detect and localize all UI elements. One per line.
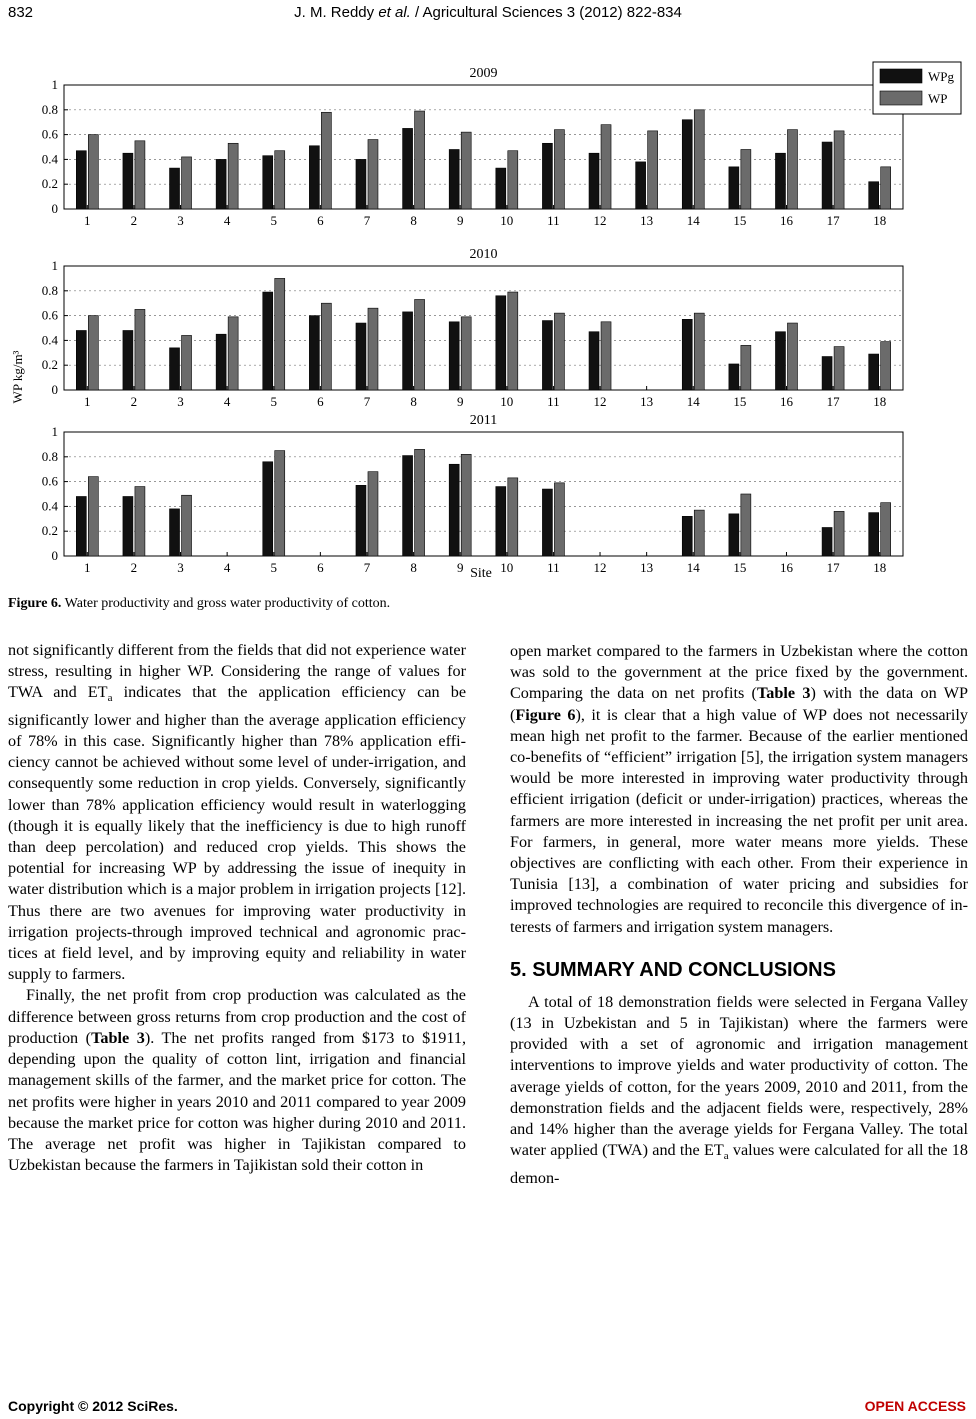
x-tick-label: 11 <box>547 394 560 409</box>
bar-wp <box>834 131 844 209</box>
chart-panels <box>42 66 903 575</box>
bar-wp <box>881 342 891 390</box>
x-tick-label: 7 <box>363 213 371 228</box>
page-number: 832 <box>8 4 34 21</box>
legend-swatch <box>880 69 922 83</box>
bar-wpg <box>589 153 599 209</box>
x-tick-label: 13 <box>640 213 654 228</box>
right-p2-text: A total of 18 demonstration fields were selected in Fergana Valley (13 in Uzbekistan and 5 in Tajikistan) where the farmers were provided with a set of agronomic and irrigation management interventions to improve yields and water productivity of cotton. The average yields of cotton, for the years 2009, 2010 and 2011, from the demonstration fields and the adjacent fields were, respectively, 28% and 14% higher than the average yields for Fergana Valley. The total water applied (TWA) and the ET <box>510 992 968 1160</box>
bar-wp <box>554 483 564 556</box>
x-tick-label: 8 <box>410 213 417 228</box>
right-p2-sub: a <box>723 1150 729 1163</box>
left-p2-start: Finally, the net profit from crop production was calculated as the difference between gross returns from crop production and the cost of production ( <box>8 986 466 1047</box>
bar-wpg <box>403 128 413 209</box>
y-tick-label: 0.4 <box>41 332 58 348</box>
panel-title: 2010 <box>469 247 498 262</box>
bar-wp <box>321 303 331 390</box>
bar-wp <box>182 157 192 209</box>
bar-wpg <box>216 159 226 209</box>
x-tick-label: 3 <box>177 560 184 575</box>
bar-wpg <box>542 489 552 556</box>
bar-wpg <box>170 348 180 390</box>
footer-copyright: Copyright © 2012 SciRes. <box>8 1398 178 1414</box>
bar-wpg <box>542 321 552 390</box>
bar-wpg <box>403 456 413 556</box>
bar-wp <box>834 511 844 556</box>
bar-wpg <box>682 516 692 556</box>
y-tick-label: 0 <box>51 201 58 216</box>
x-tick-label: 17 <box>826 394 840 409</box>
bar-wpg <box>822 142 832 209</box>
figure-caption <box>8 596 390 612</box>
right-paragraph-2 <box>510 992 968 1189</box>
running-head-etal: et al. <box>378 4 411 21</box>
x-tick-label: 4 <box>223 560 231 575</box>
panel-2009 <box>42 66 903 228</box>
x-tick-label: 6 <box>317 560 324 575</box>
bar-wp <box>88 316 98 390</box>
bar-wpg <box>403 312 413 390</box>
y-tick-label: 0.2 <box>41 523 58 539</box>
bar-wp <box>601 322 611 390</box>
x-tick-label: 13 <box>640 560 654 575</box>
bar-wp <box>741 494 751 556</box>
x-tick-label: 5 <box>270 394 277 409</box>
x-tick-label: 4 <box>223 213 231 228</box>
legend-label: WP <box>928 91 948 106</box>
x-tick-label: 10 <box>500 394 514 409</box>
bar-wpg <box>449 464 459 556</box>
bar-wpg <box>309 146 319 209</box>
bar-wpg <box>729 167 739 209</box>
y-tick-label: 0.4 <box>41 498 58 514</box>
x-tick-label: 10 <box>500 560 514 575</box>
bar-wp <box>554 130 564 209</box>
left-column <box>8 640 466 1176</box>
bar-wpg <box>309 316 319 390</box>
right-p1-c: ), it is clear that a high value of WP does not necessarily mean high net profit to the farmer. Because of the earlier mentioned co-benefits of “efficient” irrigation [5], the irrigation system managers would be more interested in improving water productivity through efficient irrigation (deficit or under-irrigation) practices, whereas the farmers are more interested in increasing the net profit per unit area. For farmers, in general, more water means more yields. These objectives are conflicting with each other. From their experience in Tunisia [13], a combination of water pricing and subsidies for improved technologies are required to reconcile this divergence of interests of farmers and irrigation system managers. <box>510 705 968 936</box>
chart-legend <box>873 62 961 114</box>
left-p1-sub: a <box>107 692 113 705</box>
x-tick-label: 4 <box>223 394 231 409</box>
x-tick-label: 18 <box>873 213 887 228</box>
bar-wp <box>461 454 471 556</box>
right-p2-end: values were calculated for all the 18 demon- <box>510 1141 968 1187</box>
bar-wpg <box>76 496 86 556</box>
y-tick-label: 0.2 <box>41 176 58 192</box>
bar-wp <box>601 125 611 209</box>
running-head <box>0 4 976 21</box>
x-tick-label: 8 <box>410 394 417 409</box>
x-tick-label: 8 <box>410 560 417 575</box>
bar-wp <box>275 451 285 556</box>
x-tick-label: 12 <box>593 394 607 409</box>
y-tick-label: 0 <box>51 548 58 563</box>
x-tick-label: 14 <box>686 560 700 575</box>
bar-wp <box>881 503 891 556</box>
bar-wp <box>461 317 471 390</box>
x-tick-label: 9 <box>456 213 464 228</box>
x-tick-label: 1 <box>84 394 91 409</box>
bar-wpg <box>682 120 692 209</box>
bar-wp <box>415 299 425 390</box>
bar-wpg <box>263 462 273 556</box>
y-tick-label: 1 <box>51 77 58 92</box>
y-tick-label: 0.8 <box>41 101 58 117</box>
bar-wpg <box>123 153 133 209</box>
bar-wp <box>275 278 285 390</box>
bar-wpg <box>263 292 273 390</box>
x-tick-label: 16 <box>779 394 793 409</box>
y-tick-label: 0.8 <box>41 448 58 464</box>
x-tick-label: 5 <box>270 560 277 575</box>
y-tick-label: 0.6 <box>41 126 58 142</box>
x-tick-label: 12 <box>593 560 607 575</box>
x-tick-label: 6 <box>317 394 324 409</box>
bar-wp <box>368 308 378 390</box>
x-tick-label: 2 <box>130 560 138 575</box>
x-tick-label: 1 <box>84 213 91 228</box>
bar-wpg <box>496 168 506 209</box>
bar-wpg <box>76 151 86 209</box>
bar-wp <box>135 487 145 556</box>
bar-wp <box>694 510 704 556</box>
x-tick-label: 3 <box>177 394 184 409</box>
bar-wp <box>88 477 98 556</box>
bar-wp <box>368 472 378 556</box>
x-axis-label: Site <box>470 566 492 581</box>
caption-label: Figure 6. <box>8 596 62 611</box>
x-tick-label: 9 <box>456 560 464 575</box>
bar-wp <box>182 495 192 556</box>
bar-wpg <box>869 182 879 209</box>
x-tick-label: 14 <box>686 213 700 228</box>
bar-wpg <box>449 322 459 390</box>
bar-wp <box>135 141 145 209</box>
bar-wp <box>228 143 238 209</box>
x-tick-label: 17 <box>826 213 840 228</box>
bar-wp <box>182 335 192 390</box>
caption-text: Water productivity and gross water productivity of cotton. <box>61 596 391 611</box>
x-tick-label: 18 <box>873 560 887 575</box>
right-column <box>510 641 968 1189</box>
right-paragraph-1 <box>510 641 968 938</box>
running-head-journal: / Agricultural Sciences 3 (2012) 822-834 <box>410 4 682 21</box>
bar-wp <box>694 110 704 209</box>
x-tick-label: 16 <box>779 213 793 228</box>
bar-wpg <box>542 143 552 209</box>
bar-wpg <box>822 357 832 390</box>
panel-title: 2011 <box>469 413 498 428</box>
bar-wp <box>88 135 98 209</box>
bar-wpg <box>496 487 506 556</box>
bar-wp <box>415 111 425 209</box>
x-tick-label: 2 <box>130 213 138 228</box>
legend-label: WPg <box>928 69 954 84</box>
bar-wpg <box>869 354 879 390</box>
bar-wpg <box>729 514 739 556</box>
bar-wpg <box>869 513 879 556</box>
bar-wpg <box>636 162 646 209</box>
footer-open-access: OPEN ACCESS <box>864 1398 966 1414</box>
y-tick-label: 0.6 <box>41 307 58 323</box>
y-tick-label: 1 <box>51 258 58 273</box>
bar-wpg <box>356 323 366 390</box>
x-tick-label: 5 <box>270 213 277 228</box>
bar-wp <box>228 317 238 390</box>
bar-wpg <box>170 509 180 556</box>
panel-2010 <box>42 247 903 409</box>
x-tick-label: 3 <box>177 213 184 228</box>
bar-wpg <box>449 149 459 209</box>
left-p1-rest: indicates that the application efficiency can be significantly lower and higher than the average application efficiency of 78% in this case. Significantly higher than 78% application efficiency cannot be achieved without some level of under-irrigation, and consequently some reduction in crop yields. Conversely, significantly lower than 78% application efficiency would result in waterlogging (though it is equally likely that the inefficiency is due to high runoff than deep percolation) and reduced crop yields. This shows the potential for increasing WP by addressing the issue of inequity in water distribution which is a major problem in irrigation projects [12]. Thus there are two avenues for improving water productivity in irrigation projects-through improved technical and agronomic practices at field level, and by improving equity and reliability in water supply to farmers. <box>8 683 466 984</box>
bar-wpg <box>682 319 692 390</box>
y-tick-label: 0.2 <box>41 357 58 373</box>
bar-wp <box>694 313 704 390</box>
x-tick-label: 14 <box>686 394 700 409</box>
y-axis-label: WP kg/m³ <box>10 350 25 404</box>
y-tick-label: 0 <box>51 382 58 397</box>
bar-wp <box>648 131 658 209</box>
table-3-ref-2: Table 3 <box>756 684 811 703</box>
x-tick-label: 2 <box>130 394 138 409</box>
bar-wp <box>461 132 471 209</box>
bar-wp <box>881 167 891 209</box>
left-p2-end: ). The net profits ranged from $173 to $1911, depending upon the quality of cotton lint, irrigation and financial management skills of the farmer, and the market price for cotton. The net profits were higher in years 2010 and 2011 compared to year 2009 because the market price for cotton was higher during 2010 and 2011. The average net profit was higher in Tajikistan compared to Uzbekistan because the farmers in Tajikistan sold their cotton in <box>8 1028 466 1175</box>
y-tick-label: 1 <box>51 424 58 439</box>
bar-wpg <box>123 496 133 556</box>
x-tick-label: 6 <box>317 213 324 228</box>
bar-wp <box>368 140 378 209</box>
bar-wpg <box>263 156 273 209</box>
x-tick-label: 16 <box>779 560 793 575</box>
bar-wpg <box>170 168 180 209</box>
bar-wp <box>508 478 518 556</box>
bar-wp <box>554 313 564 390</box>
bar-wp <box>508 151 518 209</box>
figure-6-ref: Figure 6 <box>515 705 576 724</box>
x-tick-label: 13 <box>640 394 654 409</box>
bar-wpg <box>356 485 366 556</box>
bar-wp <box>741 345 751 390</box>
x-tick-label: 11 <box>547 213 560 228</box>
section-heading: 5. SUMMARY AND CONCLUSIONS <box>510 958 836 981</box>
bar-wp <box>834 347 844 390</box>
x-tick-label: 18 <box>873 394 887 409</box>
y-tick-label: 0.4 <box>41 151 58 167</box>
bar-wpg <box>216 334 226 390</box>
bar-wpg <box>729 364 739 390</box>
x-tick-label: 9 <box>456 394 464 409</box>
x-tick-label: 15 <box>733 213 747 228</box>
x-tick-label: 11 <box>547 560 560 575</box>
x-tick-label: 10 <box>500 213 514 228</box>
x-tick-label: 7 <box>363 560 371 575</box>
x-tick-label: 7 <box>363 394 371 409</box>
x-tick-label: 15 <box>733 560 747 575</box>
bar-wp <box>508 292 518 390</box>
panel-title: 2009 <box>469 66 498 81</box>
panel-2011 <box>42 413 903 575</box>
x-tick-label: 12 <box>593 213 607 228</box>
bar-wp <box>741 149 751 209</box>
bar-wpg <box>356 159 366 209</box>
table-3-ref: Table 3 <box>91 1028 145 1047</box>
bar-wp <box>787 323 797 390</box>
bar-wpg <box>775 153 785 209</box>
running-head-authors: J. M. Reddy <box>294 4 379 21</box>
bar-wpg <box>589 332 599 390</box>
bar-wpg <box>123 330 133 390</box>
x-tick-label: 17 <box>826 560 840 575</box>
x-tick-label: 15 <box>733 394 747 409</box>
y-tick-label: 0.8 <box>41 282 58 298</box>
bar-wp <box>787 130 797 209</box>
bar-wpg <box>775 332 785 390</box>
left-p1-text: not significantly different from the fields that did not experience water stress, resulting in higher WP. Considering the range of values for TWA and ET <box>8 641 466 702</box>
bar-wp <box>321 112 331 209</box>
left-paragraph-2 <box>8 985 466 1176</box>
figure-6-chart <box>0 55 976 585</box>
bar-wp <box>415 449 425 556</box>
bar-wpg <box>822 527 832 556</box>
x-tick-label: 1 <box>84 560 91 575</box>
y-tick-label: 0.6 <box>41 473 58 489</box>
left-paragraph-1 <box>8 640 466 985</box>
right-p1-b: ) with the data on WP ( <box>510 684 968 724</box>
bar-wpg <box>496 296 506 390</box>
bar-wp <box>135 309 145 390</box>
legend-swatch <box>880 91 922 105</box>
right-p1-a: open market compared to the farmers in Uzbekistan where the cotton was sold to the government at the price fixed by the government. Comparing the data on net profits ( <box>510 642 968 703</box>
bar-wpg <box>76 330 86 390</box>
bar-wp <box>275 151 285 209</box>
